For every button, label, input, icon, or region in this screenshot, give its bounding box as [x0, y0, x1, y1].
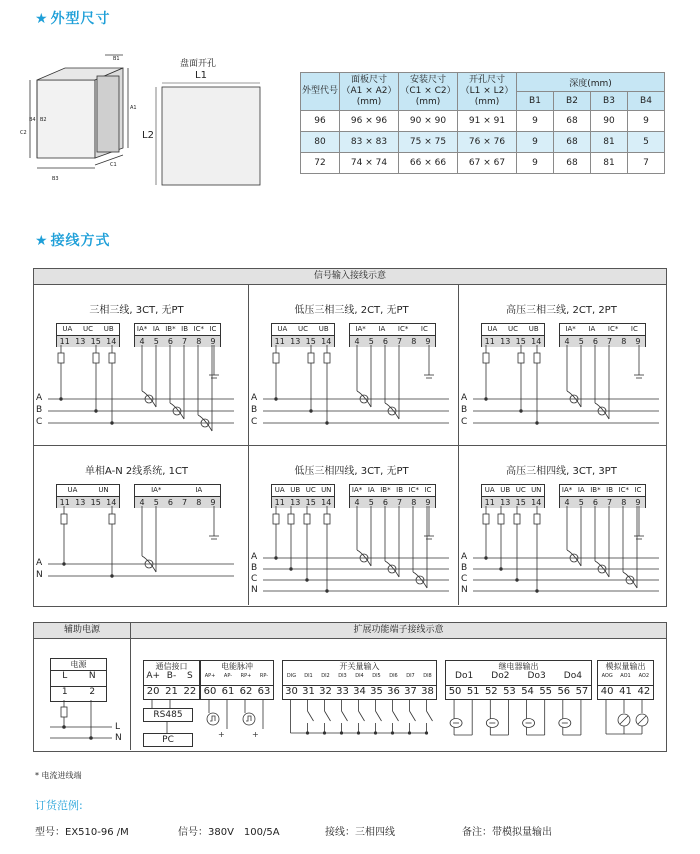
header-b1: B1: [517, 92, 554, 111]
table-row: 80 83 × 83 75 × 75 76 × 76 9 68 81 5: [301, 132, 665, 153]
pc-box: PC: [143, 733, 193, 747]
voltage-terminal-block: UA UB UC UN 11 13 15 14: [481, 484, 545, 508]
current-terminal-block: IA* IA 4 5 6 7 8 9: [134, 484, 221, 508]
phase-line-label: C: [251, 574, 258, 584]
order-signal: 信号：380V 100/5A: [178, 827, 280, 838]
l2-label: L2: [142, 130, 154, 141]
current-terminal-block: IA* IA IB* IB IC* IC 4 5 6 7 8 9: [349, 484, 436, 508]
voltage-terminal-block: UA UB UC UN 11 13 15 14: [271, 484, 335, 508]
phase-line-label: B: [251, 405, 258, 415]
phase-line-label: N: [461, 585, 468, 595]
header-b2: B2: [554, 92, 591, 111]
pulse-wiring: [200, 699, 272, 744]
wiring-panel-title: 三相三线, 3CT, 无PT: [89, 305, 184, 316]
relay-output-wiring: [445, 699, 590, 744]
b2-dim-label: B2: [40, 117, 47, 123]
wiring-panel: [34, 285, 239, 443]
phase-line-label: A: [461, 393, 468, 403]
pulse-title: 电能脉冲: [200, 660, 274, 673]
wiring-panel-title: 高压三相四线, 3CT, 3PT: [506, 466, 617, 477]
b3-dim-label: B3: [52, 176, 59, 182]
phase-line-label: C: [461, 574, 468, 584]
wiring-lines: [459, 506, 664, 604]
wiring-panel: [459, 446, 664, 604]
voltage-terminal-block: UA UC UB 11 13 15 14: [271, 323, 335, 347]
header-panel: 面板尺寸 （A1 × A2） (mm): [340, 73, 399, 111]
phase-line-label: C: [461, 417, 468, 427]
svg-text:+: +: [218, 730, 225, 739]
wiring-panel: [249, 446, 454, 604]
header-install: 安装尺寸 （C1 × C2） (mm): [399, 73, 458, 111]
switch-input-wiring: [282, 699, 435, 739]
b1-dim-label: B1: [113, 56, 120, 62]
pulse-terminals: AP+ AP- RP+ RP- 60 61 62 63: [200, 671, 274, 700]
phase-line-label: A: [36, 393, 43, 403]
wiring-panel-title: 单相A-N 2线系统, 1CT: [84, 466, 189, 477]
current-terminal-block: IA* IA IC* IC 4 5 6 7 8 9: [559, 323, 646, 347]
phase-line-label: N: [251, 585, 258, 595]
wiring-lines: [249, 506, 454, 604]
footnote: * 电流进线端: [35, 771, 82, 780]
panel-cutout-label: 盘面开孔: [180, 59, 217, 69]
current-terminal-block: IA* IA IB* IB IC* IC 4 5 6 7 8 9: [559, 484, 646, 508]
voltage-terminal-block: UA UN 11 13 15 14: [56, 484, 120, 508]
phase-line-label: B: [461, 563, 468, 573]
table-row: 72 74 × 74 66 × 66 67 × 67 9 68 81 7: [301, 153, 665, 174]
phase-line-label: B: [36, 405, 43, 415]
comm-terminals: A+ B- S 20 21 22: [143, 671, 200, 700]
aux-line-l: L: [115, 722, 121, 732]
voltage-terminal-block: UA UC UB 11 13 15 14: [56, 323, 120, 347]
relay-output-terminals: Do1 Do2 Do3 Do4 50 51 52 53 54 55 56 57: [445, 671, 592, 700]
phase-line-label: B: [461, 405, 468, 415]
svg-text:+: +: [252, 730, 259, 739]
wiring-lines: [459, 345, 664, 443]
switch-input-title: 开关量输入: [282, 660, 437, 673]
header-depth: 深度(mm): [517, 73, 665, 92]
header-model: 外型代号: [301, 73, 340, 111]
dimension-spec-table: [300, 72, 665, 174]
c1-dim-label: C1: [110, 162, 117, 168]
aux-power-header: 辅助电源: [34, 623, 131, 639]
analog-output-title: 模拟量输出: [597, 660, 654, 673]
analog-output-wiring: [597, 699, 657, 744]
wiring-panel-title: 低压三相三线, 2CT, 无PT: [294, 305, 409, 316]
c2-dim-label: C2: [20, 130, 27, 136]
table-row: 96 96 × 96 90 × 90 91 × 91 9 68 90 9: [301, 111, 665, 132]
wiring-panel-title: 低压三相四线, 3CT, 无PT: [294, 466, 409, 477]
header-hole: 开孔尺寸 （L1 × L2） (mm): [458, 73, 517, 111]
signal-input-header: 信号输入接线示意: [34, 269, 666, 285]
order-model: 型号：EX510-96 /M: [35, 827, 129, 838]
current-terminal-block: IA* IA IC* IC 4 5 6 7 8 9: [349, 323, 436, 347]
order-wiring: 接线：三相四线: [325, 827, 395, 838]
wiring-panel: [249, 285, 454, 443]
wiring-panel-title: 高压三相三线, 2CT, 2PT: [506, 305, 617, 316]
switch-input-terminals: DIG DI1 DI2 DI3 DI4 DI5 DI6 DI7 DI8 30 31 32 33 34 35 36 37 38: [282, 671, 437, 700]
wiring-lines: [34, 506, 239, 604]
phase-line-label: A: [251, 552, 258, 562]
phase-line-label: A: [251, 393, 258, 403]
rs485-box: RS485: [143, 708, 193, 722]
order-remark: 备注：带模拟量输出: [462, 827, 552, 838]
wiring-section-title: ★ 接线方式: [35, 233, 111, 249]
wiring-lines: [249, 345, 454, 443]
wiring-panel: [34, 446, 239, 604]
voltage-terminal-block: UA UC UB 11 13 15 14: [481, 323, 545, 347]
wiring-panel: [459, 285, 664, 443]
phase-line-label: B: [251, 563, 258, 573]
dimensions-section-title: ★ 外型尺寸: [35, 11, 111, 27]
analog-output-terminals: AOG AO1 AO2 40 41 42: [597, 671, 654, 700]
order-example-title: 订货范例:: [35, 799, 83, 812]
l1-label: L1: [195, 70, 207, 81]
comm-title: 通信接口: [143, 660, 200, 673]
star-icon: ★: [35, 233, 49, 249]
star-icon: ★: [35, 11, 49, 27]
phase-line-label: A: [36, 558, 43, 568]
phase-line-label: C: [36, 417, 43, 427]
current-terminal-block: IA* IA IB* IB IC* IC 4 5 6 7 8 9: [134, 323, 221, 347]
extension-header: 扩展功能端子接线示意: [131, 623, 666, 639]
header-b4: B4: [628, 92, 665, 111]
a1-dim-label: A1: [130, 105, 137, 111]
relay-output-title: 继电器输出: [445, 660, 592, 673]
aux-power-title: 电源: [50, 658, 107, 671]
wiring-lines: [34, 345, 239, 443]
aux-line-n: N: [115, 733, 122, 743]
phase-line-label: A: [461, 552, 468, 562]
panel-cutout-drawing: [150, 75, 270, 190]
aux-power-terminals: L N 1 2: [50, 670, 107, 702]
b4-dim-label: B4: [29, 117, 36, 123]
header-b3: B3: [591, 92, 628, 111]
phase-line-label: C: [251, 417, 258, 427]
phase-line-label: N: [36, 570, 43, 580]
